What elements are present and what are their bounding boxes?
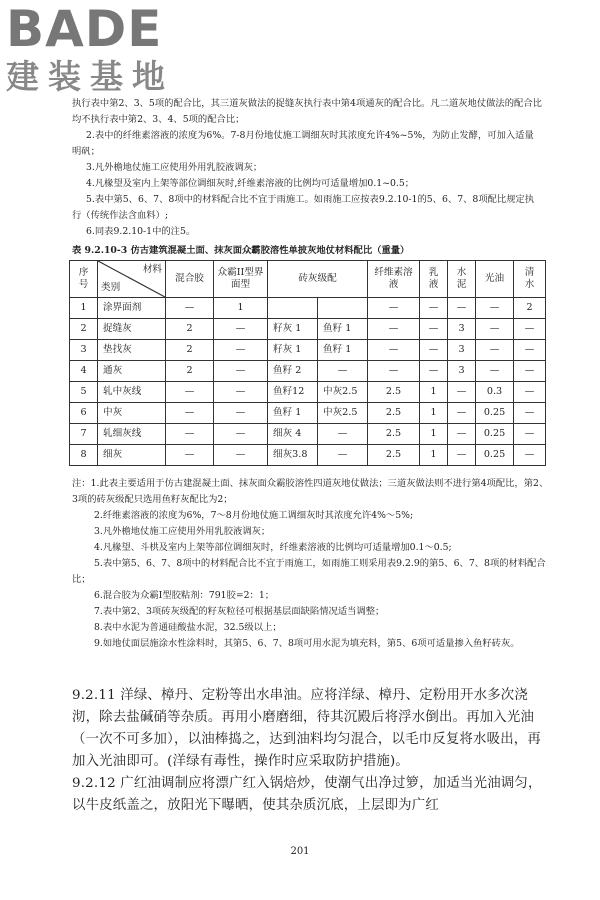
cell-brick-grading-b: 中灰2.5	[318, 382, 368, 403]
cell-cellulose: —	[368, 361, 420, 382]
cell-brick-grading-a: 鱼籽12	[268, 382, 318, 403]
cell-tung-oil: —	[476, 340, 514, 361]
note-line: 6.混合胶为众霸I型胶粘剂：791胶=2：1；	[94, 590, 275, 601]
header-material-category	[98, 261, 166, 298]
cell-interface-agent: —	[214, 319, 268, 340]
cell-category: 细灰	[98, 445, 166, 466]
cell-interface-agent: —	[214, 382, 268, 403]
intro-notes	[72, 96, 542, 240]
cell-latex: 1	[420, 382, 448, 403]
cell-water: —	[514, 382, 546, 403]
cell-cellulose: —	[368, 340, 420, 361]
page-number: 201	[290, 846, 310, 857]
cell-interface-agent: —	[214, 340, 268, 361]
cell-tung-oil: —	[476, 319, 514, 340]
intro-line: 执行表中第2、3、5项的配合比，其三道灰做法的捉缝灰执行表中第4项通灰的配合比。凡二道灰地仗做法的配合比均不执行表中第2、3、4、5项的配合比；	[72, 98, 542, 125]
note-line: 3.凡外檐地仗施工应使用外用乳胶液调灰；	[94, 526, 271, 537]
cell-mixed-glue: 2	[166, 361, 214, 382]
cell-latex: 1	[420, 424, 448, 445]
cell-cement: 3	[448, 340, 476, 361]
section-9-2-11: 9.2.11 洋绿、樟丹、定粉等出水串油。应将洋绿、樟丹、定粉用开水多次浇沏，除去盐碱硝等杂质。再用小磨磨细，待其沉殿后将浮水倒出。再加入光油（一次不可多加），以油棒捣之，达到油料均匀混合，以毛巾反复将水吸出，再加入光油即可。(洋绿有毒性，操作时应采取防护措施)。	[72, 688, 541, 769]
header-cement: 水泥	[448, 261, 476, 298]
cell-cellulose: —	[368, 319, 420, 340]
cell-cement: 3	[448, 361, 476, 382]
cell-cellulose: 2.5	[368, 424, 420, 445]
brand-logo	[6, 2, 196, 98]
cell-mixed-glue: —	[166, 403, 214, 424]
cell-category: 捉缝灰	[98, 319, 166, 340]
intro-line: 2.表中的纤维素溶液的浓度为6%。7-8月份地仗施工调细灰时其浓度允许4%~5%，为防止发酵，可加入适量明矾；	[72, 130, 534, 157]
table-row	[70, 445, 546, 466]
note-line: 2.纤维素溶液的浓度为6%，7～8月份地仗施工调细灰时其浓度允许4%～5%;	[94, 510, 414, 521]
header-latex: 乳液	[420, 261, 448, 298]
cell-category: 轧中灰线	[98, 382, 166, 403]
cell-tung-oil: 0.25	[476, 424, 514, 445]
header-water: 清水	[514, 261, 546, 298]
cell-latex: —	[420, 319, 448, 340]
table-row	[70, 403, 546, 424]
note-line: 5.表中第5、6、7、8项中的材料配合比不宜于雨施工，如雨施工则采用表9.2.9的第5、6、7、8项的材料配合比；	[72, 558, 546, 585]
cell-mixed-glue: —	[166, 424, 214, 445]
cell-water: —	[514, 319, 546, 340]
cell-water: —	[514, 403, 546, 424]
cell-seq: 7	[70, 424, 98, 445]
cell-cellulose: 2.5	[368, 403, 420, 424]
cell-brick-grading-a	[268, 298, 318, 319]
cell-cement: —	[448, 382, 476, 403]
cell-cement: —	[448, 445, 476, 466]
cell-latex: 1	[420, 445, 448, 466]
material-ratio-table	[69, 260, 546, 466]
table-row	[70, 298, 546, 319]
cell-brick-grading-b: 中灰2.5	[318, 403, 368, 424]
intro-line: 5.表中第5、6、7、8项中的材料配合比不宜于雨施工。如雨施工应按表9.2.10-1的5、6、7、8项配比规定执行（传统作法含血料）;	[72, 194, 535, 221]
cell-brick-grading-a: 籽灰 1	[268, 340, 318, 361]
cell-interface-agent: —	[214, 361, 268, 382]
cell-tung-oil: 0.25	[476, 445, 514, 466]
section-9-2-12: 9.2.12 广红油调制应将漂广红入锅焙炒，使潮气出净过箩，加适当光油调匀，以牛皮纸盖之，放阳光下曝晒，使其杂质沉底，上层即为广红	[72, 776, 542, 813]
cell-latex: 1	[420, 403, 448, 424]
cell-category: 轧细灰线	[98, 424, 166, 445]
cell-latex: —	[420, 340, 448, 361]
table-row	[70, 424, 546, 445]
cell-brick-grading-b: —	[318, 445, 368, 466]
cell-interface-agent: —	[214, 403, 268, 424]
cell-water: 2	[514, 298, 546, 319]
cell-cement: —	[448, 403, 476, 424]
intro-line: 3.凡外檐地仗施工应使用外用乳胶液调灰；	[86, 162, 263, 173]
cell-cellulose: 2.5	[368, 445, 420, 466]
cell-interface-agent: —	[214, 445, 268, 466]
body-text	[72, 685, 552, 817]
table-caption: 表 9.2.10-3 仿古建筑混凝土面、抹灰面众霸胶溶性单披灰地仗材料配比（重量）	[72, 245, 410, 256]
cell-tung-oil: 0.3	[476, 382, 514, 403]
intro-line: 6.同表9.2.10-1中的注5。	[86, 226, 196, 237]
cell-category: 涂界面剂	[98, 298, 166, 319]
logo-chinese-text: 建装基地	[6, 57, 174, 96]
cell-category: 垫找灰	[98, 340, 166, 361]
cell-brick-grading-b: 鱼籽 1	[318, 319, 368, 340]
note-line: 注：1.此表主要适用于仿古建混凝土面、抹灰面众霸胶溶性四道灰地仗做法；三道灰做法则不进行第4项配比，第2、3项的砖灰级配只选用鱼籽灰配比为2；	[72, 478, 549, 505]
cell-mixed-glue: 2	[166, 340, 214, 361]
header-cellulose-solution: 纤维素溶液	[368, 261, 420, 298]
table-row	[70, 361, 546, 382]
cell-brick-grading-a: 细灰3.8	[268, 445, 318, 466]
cell-water: —	[514, 340, 546, 361]
header-material: 材料	[142, 264, 162, 275]
cell-mixed-glue: —	[166, 445, 214, 466]
cell-seq: 2	[70, 319, 98, 340]
cell-seq: 6	[70, 403, 98, 424]
cell-latex: —	[420, 361, 448, 382]
header-interface-agent: 众霸II型界面型	[214, 261, 268, 298]
cell-mixed-glue: —	[166, 382, 214, 403]
cell-tung-oil: —	[476, 361, 514, 382]
cell-brick-grading-a: 细灰 4	[268, 424, 318, 445]
cell-interface-agent: 1	[214, 298, 268, 319]
logo-latin-text: BADE	[6, 0, 163, 58]
header-tung-oil: 光油	[476, 261, 514, 298]
cell-seq: 4	[70, 361, 98, 382]
cell-tung-oil: 0.25	[476, 403, 514, 424]
note-line: 9.如地仗面层施涂水性涂料时，其第5、6、7、8项可用水泥为填充料，第5、6项可适量掺入鱼籽砖灰。	[94, 638, 520, 649]
cell-mixed-glue: 2	[166, 319, 214, 340]
table-notes	[72, 476, 550, 652]
cell-cement: 3	[448, 319, 476, 340]
intro-line: 4.凡椽望及室内上架等部位调细灰时,纤维素溶液的比例均可适量增加0.1~0.5；	[86, 178, 415, 189]
cell-water: —	[514, 424, 546, 445]
header-category: 类别	[101, 282, 121, 293]
note-line: 7.表中第2、3项砖灰级配的籽灰粒径可根据基层面缺陷情况适当调整；	[94, 606, 385, 617]
note-line: 4.凡椽望、斗栱及室内上架等部位调细灰时，纤维素溶液的比例均可适量增加0.1～0.5;	[94, 542, 452, 553]
cell-interface-agent: —	[214, 424, 268, 445]
table-row	[70, 340, 546, 361]
cell-latex: —	[420, 298, 448, 319]
table-header-row	[70, 261, 546, 298]
cell-cellulose: 2.5	[368, 382, 420, 403]
cell-tung-oil: —	[476, 298, 514, 319]
cell-seq: 1	[70, 298, 98, 319]
cell-mixed-glue: —	[166, 298, 214, 319]
cell-cement: —	[448, 298, 476, 319]
cell-brick-grading-b: —	[318, 424, 368, 445]
cell-brick-grading-a: 鱼籽 2	[268, 361, 318, 382]
header-mixed-glue: 混合胶	[166, 261, 214, 298]
cell-seq: 3	[70, 340, 98, 361]
table-row	[70, 382, 546, 403]
cell-category: 通灰	[98, 361, 166, 382]
cell-brick-grading-b: 鱼籽 1	[318, 340, 368, 361]
note-line: 8.表中水泥为普通硅酸盐水泥，32.5级以上；	[94, 622, 282, 633]
cell-brick-grading-a: 鱼籽 1	[268, 403, 318, 424]
cell-seq: 5	[70, 382, 98, 403]
header-seq: 序号	[70, 261, 98, 298]
cell-seq: 8	[70, 445, 98, 466]
cell-cement: —	[448, 424, 476, 445]
cell-water: —	[514, 361, 546, 382]
table-row	[70, 319, 546, 340]
cell-brick-grading-b: —	[318, 361, 368, 382]
header-brick-grading: 砖灰级配	[268, 261, 368, 298]
cell-category: 中灰	[98, 403, 166, 424]
cell-brick-grading-b	[318, 298, 368, 319]
cell-brick-grading-a: 籽灰 1	[268, 319, 318, 340]
cell-cellulose: —	[368, 298, 420, 319]
cell-water: —	[514, 445, 546, 466]
